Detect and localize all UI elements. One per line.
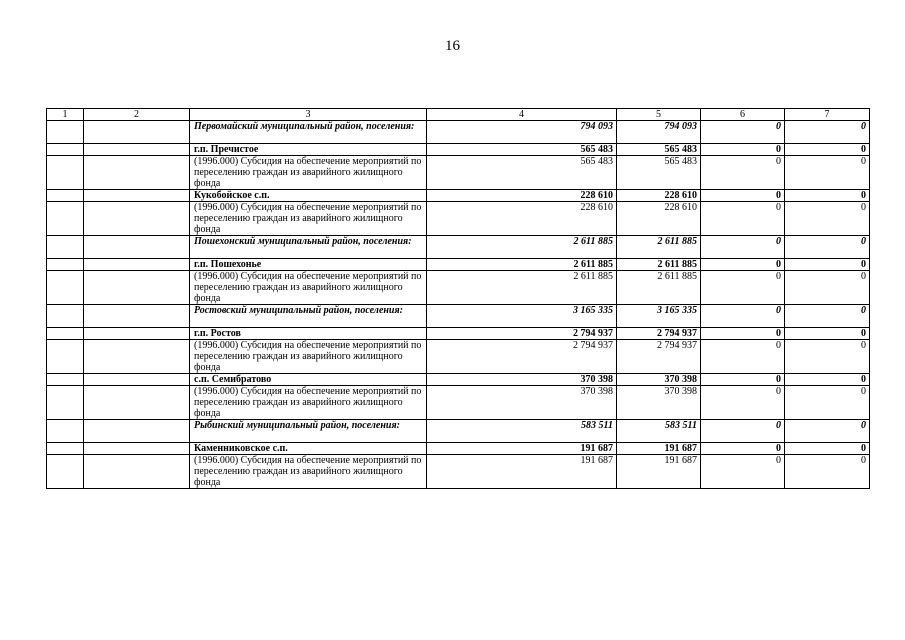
table-body [47, 121, 870, 489]
amount-cell: 0 [785, 121, 870, 144]
column-number: 6 [701, 109, 785, 121]
table-cell [47, 305, 84, 328]
amount-cell: 0 [701, 121, 785, 144]
table-cell [84, 259, 190, 271]
table-row [47, 386, 870, 420]
amount-cell: 0 [701, 271, 785, 305]
amount-cell: 583 511 [427, 420, 617, 443]
table-cell [84, 386, 190, 420]
row-description: (1996.000) Субсидия на обеспечение мероприятий по переселению граждан из аварийного жилищного фонда [190, 340, 427, 374]
column-number: 7 [785, 109, 870, 121]
row-description: г.п. Ростов [190, 328, 427, 340]
amount-cell: 0 [701, 340, 785, 374]
table-row [47, 455, 870, 489]
amount-cell: 0 [785, 386, 870, 420]
amount-cell: 0 [785, 420, 870, 443]
table-cell [84, 443, 190, 455]
table-cell [47, 420, 84, 443]
amount-cell: 370 398 [427, 386, 617, 420]
amount-cell: 0 [701, 259, 785, 271]
table-cell [47, 340, 84, 374]
row-description: (1996.000) Субсидия на обеспечение мероприятий по переселению граждан из аварийного жилищного фонда [190, 202, 427, 236]
table-cell [47, 386, 84, 420]
table-row [47, 271, 870, 305]
amount-cell: 2 611 885 [427, 271, 617, 305]
amount-cell: 0 [785, 374, 870, 386]
column-number: 1 [47, 109, 84, 121]
row-description: (1996.000) Субсидия на обеспечение мероприятий по переселению граждан из аварийного жилищного фонда [190, 455, 427, 489]
amount-cell: 0 [785, 190, 870, 202]
table-cell [84, 305, 190, 328]
table-cell [47, 374, 84, 386]
table-cell [84, 121, 190, 144]
row-description: (1996.000) Субсидия на обеспечение мероприятий по переселению граждан из аварийного жилищного фонда [190, 156, 427, 190]
amount-cell: 370 398 [427, 374, 617, 386]
amount-cell: 2 794 937 [427, 328, 617, 340]
subsidy-table [46, 108, 870, 489]
amount-cell: 565 483 [617, 144, 701, 156]
amount-cell: 3 165 335 [617, 305, 701, 328]
amount-cell: 0 [701, 305, 785, 328]
amount-cell: 0 [785, 144, 870, 156]
table-row [47, 236, 870, 259]
amount-cell: 565 483 [427, 144, 617, 156]
amount-cell: 0 [785, 156, 870, 190]
table-cell [84, 455, 190, 489]
amount-cell: 0 [701, 202, 785, 236]
table-cell [47, 144, 84, 156]
amount-cell: 0 [701, 455, 785, 489]
table-row [47, 443, 870, 455]
amount-cell: 0 [785, 236, 870, 259]
amount-cell: 0 [701, 386, 785, 420]
amount-cell: 228 610 [427, 190, 617, 202]
amount-cell: 0 [701, 156, 785, 190]
table-cell [47, 190, 84, 202]
column-number: 2 [84, 109, 190, 121]
table-cell [84, 156, 190, 190]
row-description: Пошехонский муниципальный район, поселения: [190, 236, 427, 259]
table-cell [47, 236, 84, 259]
table-cell [47, 455, 84, 489]
amount-cell: 191 687 [617, 455, 701, 489]
table-cell [84, 271, 190, 305]
table-row [47, 374, 870, 386]
row-description: (1996.000) Субсидия на обеспечение мероприятий по переселению граждан из аварийного жилищного фонда [190, 271, 427, 305]
amount-cell: 794 093 [617, 121, 701, 144]
table-cell [84, 328, 190, 340]
amount-cell: 2 611 885 [617, 271, 701, 305]
amount-cell: 2 794 937 [617, 328, 701, 340]
amount-cell: 0 [785, 271, 870, 305]
amount-cell: 0 [785, 443, 870, 455]
amount-cell: 228 610 [617, 190, 701, 202]
table-row [47, 121, 870, 144]
row-description: (1996.000) Субсидия на обеспечение мероприятий по переселению граждан из аварийного жилищного фонда [190, 386, 427, 420]
table-cell [47, 259, 84, 271]
amount-cell: 0 [701, 144, 785, 156]
table-row [47, 202, 870, 236]
table-cell [47, 202, 84, 236]
row-description: Рыбинский муниципальный район, поселения: [190, 420, 427, 443]
amount-cell: 191 687 [427, 443, 617, 455]
row-description: г.п. Пречистое [190, 144, 427, 156]
table-cell [47, 271, 84, 305]
table-cell [84, 144, 190, 156]
amount-cell: 191 687 [427, 455, 617, 489]
amount-cell: 0 [701, 190, 785, 202]
table-row [47, 190, 870, 202]
table-cell [47, 121, 84, 144]
amount-cell: 370 398 [617, 386, 701, 420]
amount-cell: 3 165 335 [427, 305, 617, 328]
amount-cell: 370 398 [617, 374, 701, 386]
amount-cell: 565 483 [617, 156, 701, 190]
table-row [47, 328, 870, 340]
row-description: Кукобойское с.п. [190, 190, 427, 202]
page-number: 16 [445, 38, 460, 54]
amount-cell: 2 611 885 [617, 236, 701, 259]
table-cell [47, 328, 84, 340]
amount-cell: 228 610 [427, 202, 617, 236]
amount-cell: 0 [701, 328, 785, 340]
amount-cell: 0 [785, 328, 870, 340]
table-row [47, 340, 870, 374]
row-description: с.п. Семибратово [190, 374, 427, 386]
amount-cell: 228 610 [617, 202, 701, 236]
row-description: Каменниковское с.п. [190, 443, 427, 455]
column-number: 4 [427, 109, 617, 121]
amount-cell: 0 [701, 443, 785, 455]
table-cell [84, 236, 190, 259]
amount-cell: 0 [701, 236, 785, 259]
table-cell [84, 190, 190, 202]
amount-cell: 794 093 [427, 121, 617, 144]
amount-cell: 2 611 885 [617, 259, 701, 271]
table-cell [84, 202, 190, 236]
column-number-row [47, 109, 870, 121]
table-row [47, 144, 870, 156]
table-cell [84, 340, 190, 374]
amount-cell: 2 794 937 [427, 340, 617, 374]
amount-cell: 191 687 [617, 443, 701, 455]
row-description: Ростовский муниципальный район, поселения: [190, 305, 427, 328]
amount-cell: 0 [785, 455, 870, 489]
table-row [47, 259, 870, 271]
amount-cell: 0 [701, 420, 785, 443]
amount-cell: 583 511 [617, 420, 701, 443]
amount-cell: 2 611 885 [427, 236, 617, 259]
column-number: 3 [190, 109, 427, 121]
amount-cell: 0 [785, 305, 870, 328]
table-row [47, 156, 870, 190]
column-number: 5 [617, 109, 701, 121]
row-description: Первомайский муниципальный район, поселения: [190, 121, 427, 144]
amount-cell: 2 611 885 [427, 259, 617, 271]
amount-cell: 0 [785, 340, 870, 374]
amount-cell: 0 [785, 259, 870, 271]
row-description: г.п. Пошехонье [190, 259, 427, 271]
amount-cell: 0 [785, 202, 870, 236]
table-cell [47, 443, 84, 455]
amount-cell: 565 483 [427, 156, 617, 190]
table-row [47, 420, 870, 443]
amount-cell: 0 [701, 374, 785, 386]
table-row [47, 305, 870, 328]
table-cell [47, 156, 84, 190]
amount-cell: 2 794 937 [617, 340, 701, 374]
table-cell [84, 374, 190, 386]
table-cell [84, 420, 190, 443]
